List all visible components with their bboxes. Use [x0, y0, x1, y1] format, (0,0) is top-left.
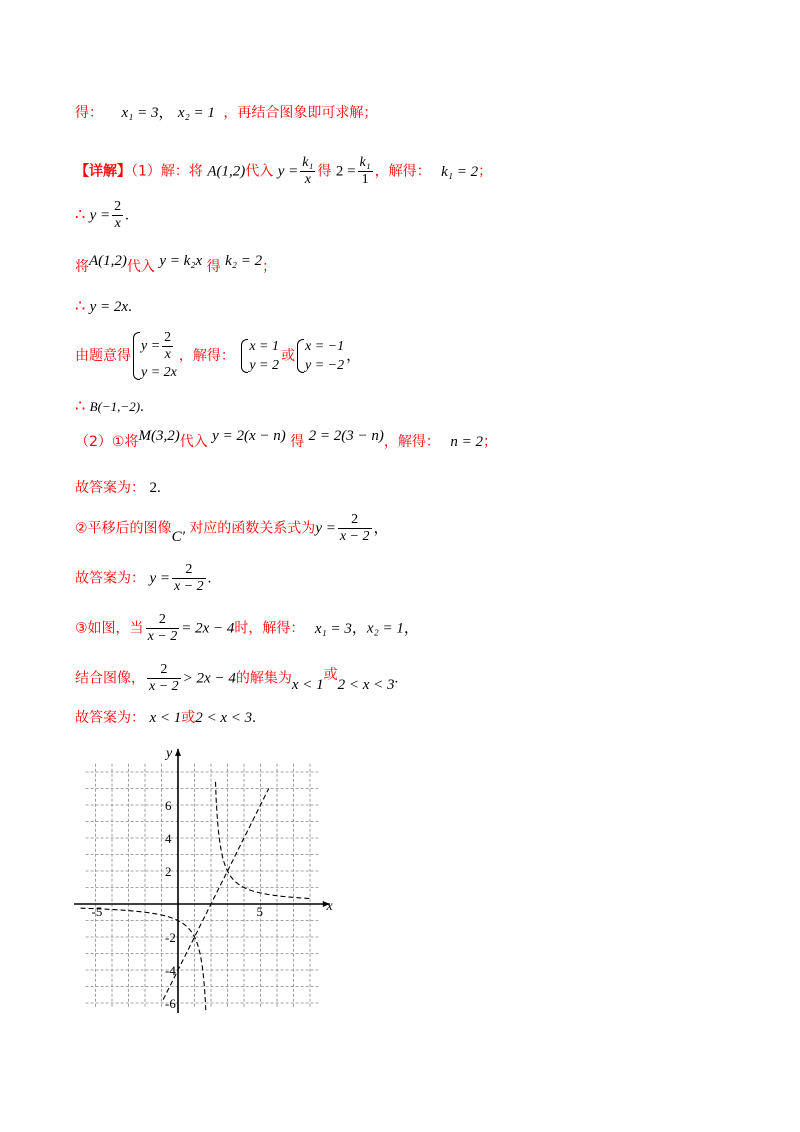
sep: ， [351, 620, 367, 637]
fraction-2-over-x-minus-2 [172, 562, 206, 595]
therefore-symbol: ∴ [75, 204, 86, 224]
interval-a: x < 1 [149, 710, 182, 726]
solution-2-y: y = −2 [305, 358, 345, 373]
part-1-label: （1）解：将 [131, 163, 203, 180]
get-label: 得 [290, 434, 305, 450]
system-row-1 [141, 330, 177, 363]
end-punct: . [252, 710, 256, 726]
line-6 [75, 330, 361, 382]
sep: ， [158, 105, 174, 121]
denominator: x [114, 216, 121, 231]
equation: 2 = 2(3 − n) [308, 428, 384, 444]
denominator: x [304, 172, 311, 187]
x2-eq: x₂ = 1 [366, 620, 404, 637]
y-tick-label: -2 [165, 930, 176, 945]
fraction-k1-x [300, 155, 315, 188]
x-tick-label: -5 [91, 904, 103, 919]
end-punct: ； [478, 163, 493, 180]
part-2-label: （2）①将 [75, 434, 139, 450]
line-10-pre: ②平移后的图像 [75, 520, 172, 537]
line-2 [75, 155, 492, 188]
answer-label: 故答案为： [75, 480, 145, 496]
point-a: A(1,2) [89, 253, 127, 269]
end-punct: ， [373, 520, 389, 537]
y-axis-arrow [175, 749, 181, 756]
line-6-pre: 由题意得 [75, 348, 131, 364]
curve-c-prime: C′ [171, 528, 185, 545]
get-label: 得 [317, 163, 332, 180]
numerator: k₁ [359, 155, 371, 170]
x1-eq: x₁ = 3 [314, 620, 352, 637]
point-a: A(1,2) [207, 163, 246, 180]
end-punct: ， [403, 620, 419, 637]
denominator: x [164, 347, 171, 362]
shifted-func: y = 2(x − n) [212, 428, 286, 444]
line-10-mid: 对应的函数关系式为 [189, 520, 316, 537]
therefore-symbol: ∴ [75, 396, 86, 415]
system-brace [133, 330, 177, 382]
or-label: 或 [323, 666, 338, 683]
line-13-pre: 结合图像， [75, 670, 145, 687]
end-punct: . [125, 207, 129, 224]
func-lhs: y = [89, 207, 111, 224]
y-tick-label: 2 [165, 864, 172, 879]
eq-lhs: 2 = [335, 163, 356, 180]
numerator: 2 [147, 662, 181, 679]
line-8 [75, 428, 497, 452]
or-label: 或 [281, 348, 295, 364]
when-solve-label: 时，解得： [234, 620, 305, 637]
k1-result: k₁ = 2 [441, 163, 479, 180]
numerator: 2 [114, 199, 122, 214]
y-tick-label: -6 [165, 996, 176, 1011]
solve-label: ，解得： [374, 163, 431, 180]
solution-1-y: y = 2 [249, 358, 279, 373]
solution-2-x: x = −1 [305, 339, 345, 354]
numerator: k₁ [302, 155, 314, 170]
hyperbola-left-branch [81, 908, 207, 1013]
denominator: 1 [361, 172, 369, 187]
point-m: M(3,2) [138, 428, 180, 444]
k2-result: k₂ = 2 [225, 253, 263, 269]
line-3 [75, 199, 129, 232]
x-axis-label: x [326, 899, 333, 914]
solution-1-x: x = 1 [249, 339, 279, 354]
line-1-pre: 得： [75, 105, 103, 121]
fraction-2-over-x-minus-2 [338, 512, 372, 545]
func-lhs: y = [315, 520, 336, 537]
get-label: 得 [206, 259, 221, 275]
y-tick-label: 4 [165, 831, 172, 846]
answer-label: 故答案为： [75, 570, 145, 587]
fraction-2-over-x-minus-2 [146, 612, 180, 645]
x-tick-label: 5 [256, 904, 263, 919]
end-punct: . [156, 480, 161, 496]
solution-2-brace [297, 337, 344, 375]
numerator: 2 [338, 512, 372, 529]
line-11 [75, 562, 211, 595]
func-lhs: y = [149, 570, 170, 587]
solve-label: ，解得： [178, 348, 235, 364]
solve-label: ，解得： [383, 434, 440, 450]
linear-func: y = k₂x [159, 253, 203, 269]
fraction-k1-1 [358, 155, 373, 188]
solution-set-label: 的解集为 [235, 670, 292, 687]
line-12-pre: ③如图，当 [75, 620, 144, 637]
substitute-label: 代入 [126, 259, 155, 275]
solution-1-brace [241, 337, 279, 375]
function-graph [60, 738, 350, 1013]
y-axis-label: y [166, 746, 173, 762]
inequality-rhs: > 2x − 4 [182, 670, 236, 687]
numerator: 2 [172, 562, 206, 579]
line-14 [75, 708, 256, 728]
fraction-2-x [162, 330, 173, 363]
interval-b: 2 < x < 3 [337, 676, 395, 693]
end-punct: ； [262, 259, 277, 275]
line-1 [75, 103, 377, 123]
line-12 [75, 612, 419, 645]
answer-label: 故答案为： [75, 710, 145, 726]
or-label: 或 [181, 710, 196, 726]
line-2x-minus-4 [163, 789, 269, 1000]
end-punct: ； [482, 434, 497, 450]
x1-eq: x₁ = 3 [121, 105, 159, 121]
func-lhs: y = [277, 163, 299, 180]
substitute-label: 代入 [179, 434, 208, 450]
point-b: B(−1,−2) [89, 399, 141, 414]
system-row-2: y = 2x [141, 365, 177, 380]
hyperbola-right-branch [216, 782, 311, 899]
interval-a: x < 1 [291, 676, 324, 693]
denominator: x − 2 [339, 529, 370, 544]
line-10 [75, 512, 389, 545]
fraction-2-over-x-minus-2 [147, 662, 181, 695]
y-tick-label: 6 [165, 798, 172, 813]
line-1-post: ，再结合图象即可求解； [223, 105, 378, 121]
line-13 [75, 662, 398, 695]
detail-tag: 【详解】 [75, 163, 131, 180]
line-4 [75, 253, 277, 277]
end-punct: ， [346, 348, 362, 364]
end-punct: . [128, 299, 132, 315]
denominator: x − 2 [149, 679, 179, 694]
linear-func: y = 2x [89, 299, 129, 315]
end-punct: . [140, 399, 144, 415]
line-4-pre: 将 [75, 259, 89, 275]
denominator: x − 2 [173, 579, 204, 594]
answer-value: 2 [149, 480, 157, 496]
therefore-symbol: ∴ [75, 296, 86, 315]
line-9 [75, 478, 161, 498]
line-7 [75, 396, 144, 417]
y-tick-label: -4 [165, 963, 176, 978]
end-punct: . [394, 670, 399, 687]
numerator: 2 [164, 330, 172, 345]
denominator: x − 2 [147, 629, 178, 644]
x2-eq: x₂ = 1 [177, 105, 215, 121]
fraction-2-x [112, 199, 123, 232]
line-5 [75, 296, 132, 317]
substitute-label: 代入 [245, 163, 274, 180]
n-result: n = 2 [450, 434, 483, 450]
numerator: 2 [146, 612, 180, 629]
equation-rhs: = 2x − 4 [181, 620, 235, 637]
end-punct: . [207, 570, 212, 587]
interval-b: 2 < x < 3 [195, 710, 253, 726]
row-lhs: y = [141, 338, 161, 354]
